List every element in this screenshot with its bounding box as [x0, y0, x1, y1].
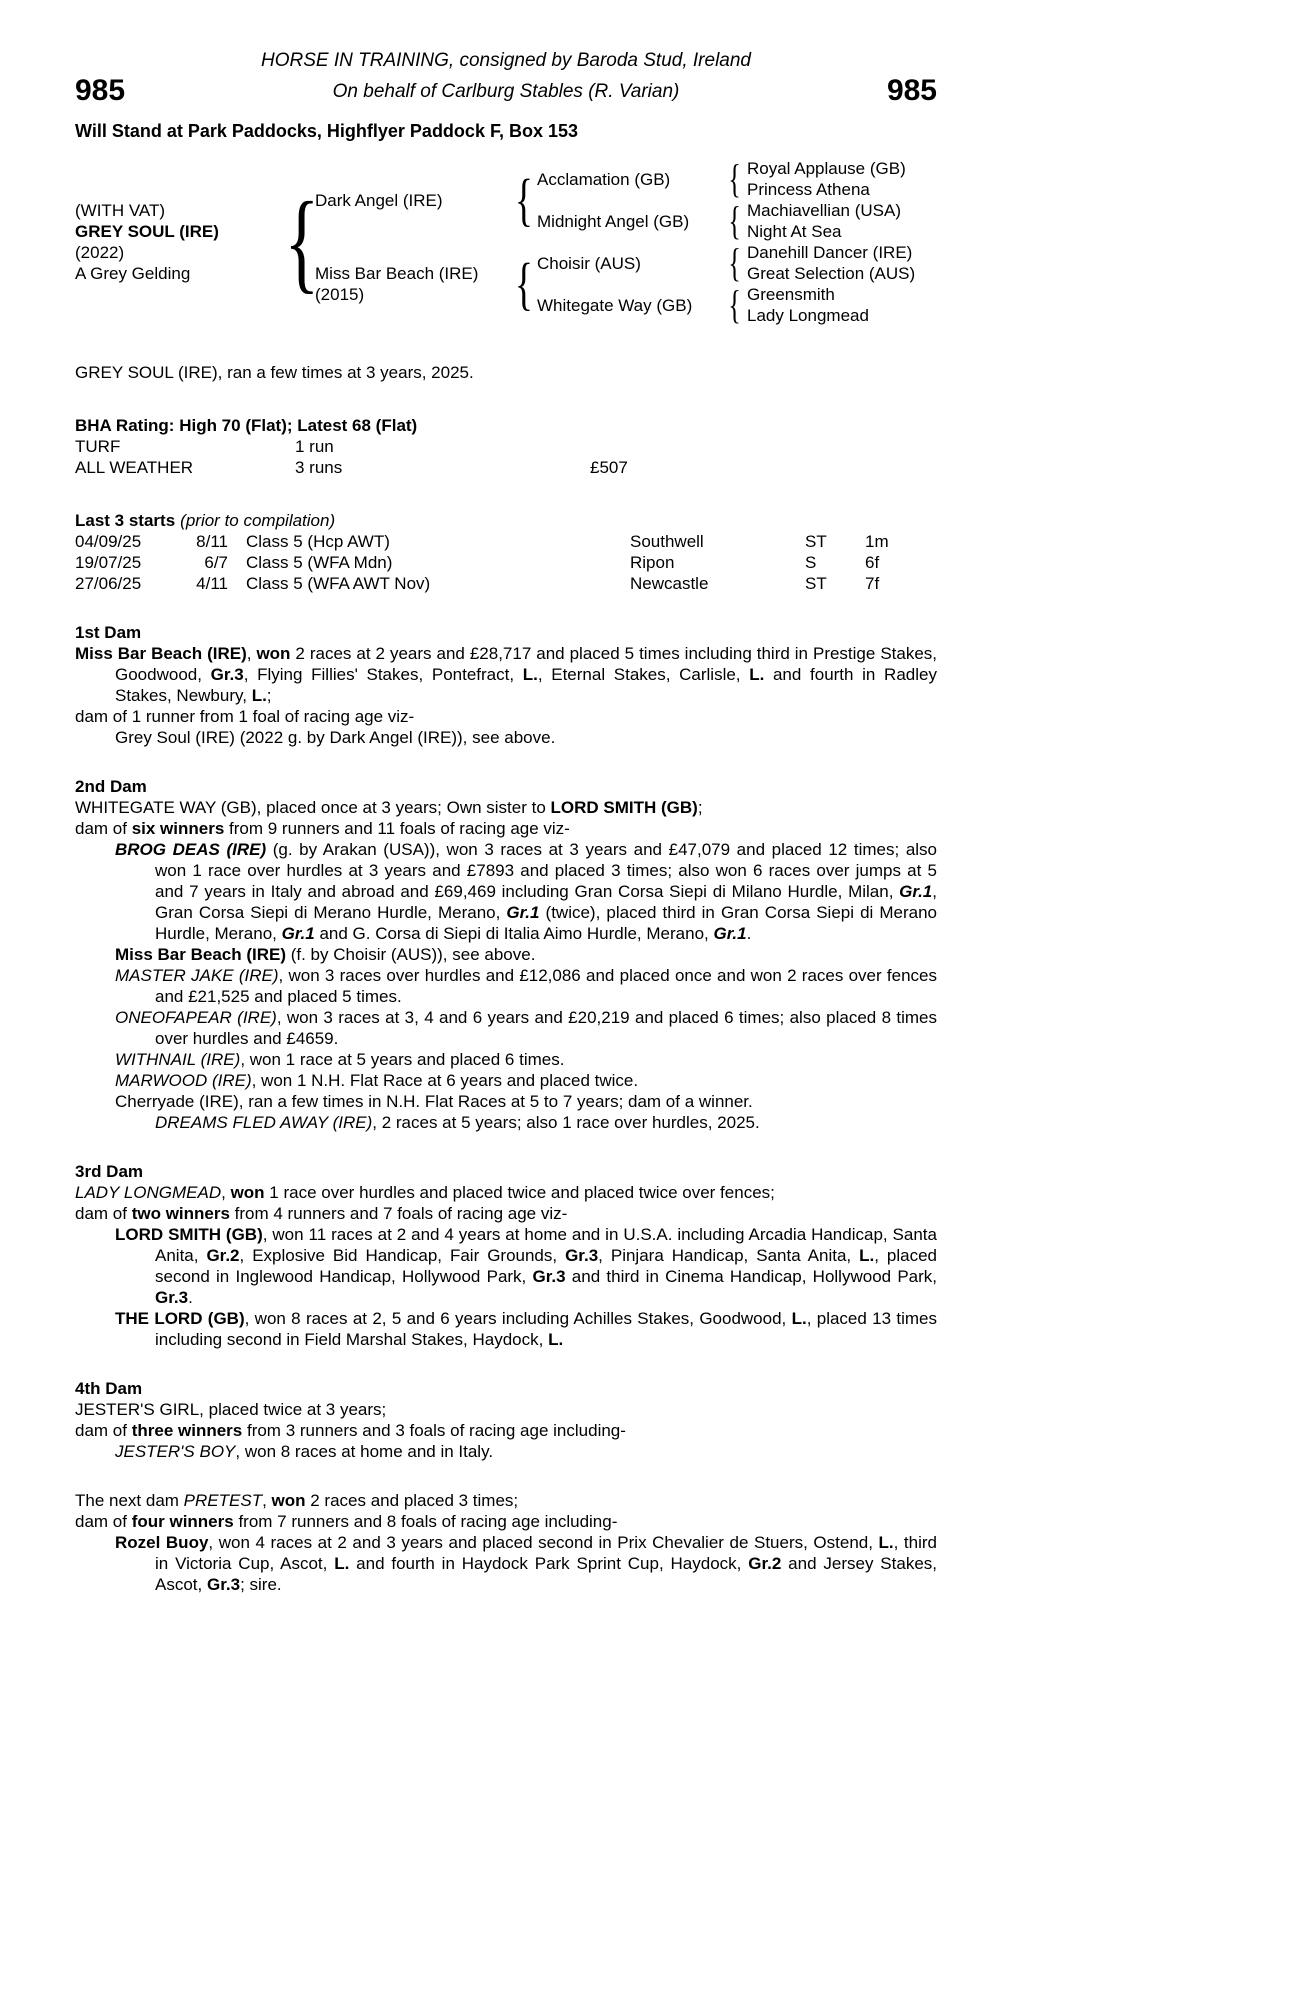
great-grandparent-name: Lady Longmead: [747, 306, 869, 325]
race-class: Class 5 (WFA AWT Nov): [246, 574, 431, 593]
text-run: from 7 runners and 8 foals of racing age including-: [233, 1512, 618, 1531]
great-grandparent-name: Night At Sea: [747, 222, 842, 241]
text-run: ,: [262, 1491, 272, 1510]
on-behalf-line: On behalf of Carlburg Stables (R. Varian): [332, 80, 680, 102]
text-run: ; sire.: [240, 1575, 282, 1594]
catalogue-paragraph: [75, 706, 937, 727]
catalogue-paragraph: [75, 797, 937, 818]
race-distance: 1m: [865, 532, 889, 551]
text-run: , placed second in Inglewood Handicap, Hollywood Park,: [155, 1246, 937, 1286]
pedigree-brace: [723, 284, 747, 326]
text-run: 2 races at 2 years and £28,717 and placed 5 times including third in Prestige Stakes, Goodwood,: [115, 644, 938, 684]
catalogue-paragraph: [75, 1399, 937, 1420]
brace-glyph: {: [514, 251, 534, 316]
catalogue-paragraph: [75, 818, 937, 839]
great-grandparent-name: Greensmith: [747, 285, 835, 304]
pedigree-brace: [723, 158, 747, 200]
earnings-value: [590, 436, 937, 457]
text-run: Miss Bar Beach (IRE): [115, 945, 286, 964]
text-run: , won 1 N.H. Flat Race at 6 years and placed twice.: [251, 1071, 639, 1090]
race-row: [75, 531, 937, 552]
text-run: , Gran Corsa Siepi di Merano Hurdle, Merano,: [155, 882, 937, 922]
race-course: Newcastle: [630, 574, 709, 593]
race-date: 04/09/25: [75, 532, 142, 551]
text-run: 2 races and placed 3 times;: [305, 1491, 519, 1510]
earnings-value: £507: [590, 458, 628, 477]
text-run: and G. Corsa di Siepi di Italia Aimo Hurdle, Merano,: [314, 924, 714, 943]
text-run: L.: [251, 686, 267, 705]
text-run: , won 8 races at 2, 5 and 6 years including Achilles Stakes, Goodwood,: [244, 1309, 792, 1328]
text-run: ;: [697, 798, 703, 817]
text-run: .: [188, 1288, 193, 1307]
text-run: L.: [749, 665, 765, 684]
race-date: 19/07/25: [75, 553, 142, 572]
text-run: , won 11 races at 2 and 4 years at home and in U.S.A. including Arcadia Handicap, Santa Anita,: [155, 1225, 937, 1265]
great-grandparent-name: Great Selection (AUS): [747, 264, 916, 283]
text-run: and Jersey Stakes, Ascot,: [155, 1554, 937, 1594]
lot-row: [75, 75, 937, 107]
text-run: WHITEGATE WAY (GB), placed once at 3 years; Own sister to: [75, 798, 551, 817]
text-run: Gr.1: [713, 924, 747, 943]
section-heading: 2nd Dam: [75, 777, 147, 796]
grandparent-name: Midnight Angel (GB): [537, 211, 690, 231]
text-run: Miss Bar Beach (IRE): [75, 644, 247, 663]
text-run: ;: [266, 686, 272, 705]
text-run: The next dam: [75, 1491, 184, 1510]
brace-glyph: {: [728, 240, 742, 285]
last-starts-heading: [75, 510, 937, 531]
text-run: Cherryade (IRE), ran a few times in N.H. Flat Races at 5 to 7 years; dam of a winner.: [115, 1092, 753, 1111]
text-run: won: [230, 1183, 265, 1202]
great-grandparent-name: Machiavellian (USA): [747, 201, 901, 220]
text-run: , placed 13 times including second in Field Marshal Stakes, Haydock,: [155, 1309, 937, 1349]
text-run: , third in Victoria Cup, Ascot,: [155, 1533, 938, 1573]
race-course: Ripon: [630, 553, 675, 572]
brace-glyph: {: [728, 282, 742, 327]
text-run: won: [256, 644, 291, 663]
text-run: and fourth in Haydock Park Sprint Cup, Haydock,: [349, 1554, 749, 1573]
text-run: .: [746, 924, 752, 943]
catalogue-paragraph: [75, 643, 937, 706]
text-run: ,: [221, 1183, 231, 1202]
catalogue-paragraph: [75, 1511, 937, 1532]
text-run: dam of: [75, 1512, 132, 1531]
catalogue-body: [75, 622, 937, 1595]
text-run: L.: [878, 1533, 894, 1552]
race-going: ST: [805, 574, 827, 593]
subject-block: [75, 158, 289, 326]
text-run: PRETEST: [183, 1491, 263, 1510]
text-run: ,: [246, 644, 257, 663]
text-run: L.: [548, 1330, 564, 1349]
surface-label: TURF: [75, 437, 121, 456]
text-run: three winners: [131, 1421, 243, 1440]
rating-row: [75, 457, 937, 478]
dam-year: (2015): [315, 285, 365, 304]
catalogue-paragraph: [75, 1070, 937, 1091]
text-run: Gr.1: [281, 924, 315, 943]
race-position: 8/11: [196, 532, 228, 551]
race-date: 27/06/25: [75, 574, 142, 593]
catalogue-paragraph: [75, 965, 937, 1007]
text-run: Gr.3: [565, 1246, 599, 1265]
runs-value: 3 runs: [295, 458, 343, 477]
pedigree-brace: [723, 242, 747, 284]
text-run: Grey Soul (IRE) (2022 g. by Dark Angel (IRE)), see above.: [115, 728, 556, 747]
race-row: [75, 573, 937, 594]
great-grandparent-name: Royal Applause (GB): [747, 159, 906, 178]
catalogue-paragraph: [75, 1049, 937, 1070]
text-run: MARWOOD (IRE): [115, 1071, 252, 1090]
text-run: DREAMS FLED AWAY (IRE): [155, 1113, 373, 1132]
brace-glyph: {: [284, 180, 320, 304]
pedigree-brace: [284, 158, 320, 326]
text-run: MASTER JAKE (IRE): [115, 966, 279, 985]
text-run: won: [271, 1491, 306, 1510]
text-run: Rozel Buoy: [115, 1533, 209, 1552]
sire-name: Dark Angel (IRE): [315, 190, 443, 210]
great-grandparent-name: Danehill Dancer (IRE): [747, 243, 913, 262]
text-run: L.: [334, 1554, 350, 1573]
text-run: , Explosive Bid Handicap, Fair Grounds,: [239, 1246, 566, 1265]
catalogue-paragraph: [75, 1203, 937, 1224]
text-run: dam of 1 runner from 1 foal of racing age viz-: [75, 707, 415, 726]
race-course: Southwell: [630, 532, 704, 551]
text-run: L.: [859, 1246, 875, 1265]
text-run: dam of: [75, 1421, 132, 1440]
brace-glyph: {: [728, 198, 742, 243]
race-distance: 7f: [865, 574, 880, 593]
race-going: ST: [805, 532, 827, 551]
text-run: Gr.3: [532, 1267, 566, 1286]
text-run: from 9 runners and 11 foals of racing age viz-: [224, 819, 570, 838]
section-heading: 4th Dam: [75, 1379, 143, 1398]
text-run: , 2 races at 5 years; also 1 race over hurdles, 2025.: [372, 1113, 760, 1132]
dam-name: Miss Bar Beach (IRE): [315, 264, 479, 283]
lot-number-left: 985: [75, 74, 126, 107]
vat-note: (WITH VAT): [75, 201, 166, 220]
text-run: LORD SMITH (GB): [115, 1225, 263, 1244]
text-run: , won 3 races over hurdles and £12,086 and placed once and won 2 races over fences and £21,525 and placed 5 times.: [155, 966, 937, 1006]
grandparent-name: Whitegate Way (GB): [537, 295, 693, 315]
text-run: Gr.3: [206, 1575, 241, 1594]
pedigree-brace: [723, 200, 747, 242]
catalogue-paragraph: [75, 1420, 937, 1441]
race-row: [75, 552, 937, 573]
text-run: LORD SMITH (GB): [550, 798, 698, 817]
pedigree-brace: [511, 158, 537, 242]
catalogue-paragraph: [75, 1091, 937, 1112]
catalogue-paragraph: [75, 944, 937, 965]
catalogue-paragraph: [75, 727, 937, 748]
text-run: six winners: [131, 819, 225, 838]
text-run: LADY LONGMEAD: [75, 1183, 222, 1202]
rating-row: [75, 436, 937, 457]
text-run: , Flying Fillies' Stakes, Pontefract,: [243, 665, 523, 684]
horse-name: GREY SOUL (IRE): [75, 222, 219, 241]
text-run: ONEOFAPEAR (IRE): [115, 1008, 277, 1027]
race-going: S: [805, 553, 817, 572]
dam-block: [315, 242, 511, 326]
runs-value: 1 run: [295, 437, 334, 456]
great-grandparent-name: Princess Athena: [747, 180, 870, 199]
text-run: 1 race over hurdles and placed twice and placed twice over fences;: [264, 1183, 775, 1202]
text-run: Gr.3: [210, 665, 244, 684]
text-run: , won 1 race at 5 years and placed 6 times.: [240, 1050, 565, 1069]
text-run: Gr.1: [506, 903, 540, 922]
text-run: , won 4 races at 2 and 3 years and placed second in Prix Chevalier de Stuers, Ostend,: [208, 1533, 879, 1552]
text-run: , won 3 races at 3, 4 and 6 years and £20,219 and placed 6 times; also placed 8 times over hurdles and £4659.: [155, 1008, 937, 1048]
text-run: , Pinjara Handicap, Santa Anita,: [598, 1246, 860, 1265]
text-run: L.: [522, 665, 538, 684]
text-run: and fourth in Radley Stakes, Newbury,: [115, 665, 937, 705]
text-run: JESTER'S BOY: [115, 1442, 236, 1461]
last-starts-block: [75, 510, 937, 594]
text-run: dam of: [75, 819, 132, 838]
catalogue-paragraph: [75, 1007, 937, 1049]
lot-number-right: 985: [886, 74, 937, 107]
section-2nd-dam: [75, 776, 937, 1133]
surface-label: ALL WEATHER: [75, 458, 194, 477]
pedigree-brace: [511, 242, 537, 326]
stand-location-line: Will Stand at Park Paddocks, Highflyer Paddock F, Box 153: [75, 121, 578, 141]
text-run: Gr.1: [899, 882, 933, 901]
text-run: WITHNAIL (IRE): [115, 1050, 241, 1069]
race-position: 4/11: [196, 574, 228, 593]
catalogue-paragraph: [75, 1224, 937, 1308]
catalogue-paragraph: [75, 1308, 937, 1350]
text-run: from 4 runners and 7 foals of racing age viz-: [229, 1204, 568, 1223]
catalogue-paragraph: [75, 1182, 937, 1203]
text-run: (twice), placed third in Gran Corsa Siepi di Merano Hurdle, Merano,: [155, 903, 937, 943]
text-run: from 3 runners and 3 foals of racing age including-: [242, 1421, 626, 1440]
race-distance: 6f: [865, 553, 880, 572]
catalogue-paragraph: [75, 1532, 937, 1595]
text-run: (f. by Choisir (AUS)), see above.: [286, 945, 536, 964]
race-position: 6/7: [204, 553, 228, 572]
catalogue-paragraph: [75, 1490, 937, 1511]
last-starts-heading-bold: Last 3 starts: [75, 511, 176, 530]
brace-glyph: {: [728, 156, 742, 201]
bha-rating-heading: BHA Rating: High 70 (Flat); Latest 68 (Flat): [75, 416, 418, 435]
last-starts-heading-italic: (prior to compilation): [180, 511, 336, 530]
text-run: BROG DEAS (IRE): [115, 840, 267, 859]
text-run: THE LORD (GB): [115, 1309, 245, 1328]
foal-year: (2022): [75, 243, 125, 262]
grandparent-name: Choisir (AUS): [537, 253, 641, 273]
text-run: Gr.2: [748, 1554, 782, 1573]
section-1st-dam: [75, 622, 937, 748]
race-class: Class 5 (WFA Mdn): [246, 553, 393, 572]
text-run: Gr.3: [155, 1288, 189, 1307]
text-run: (g. by Arakan (USA)), won 3 races at 3 years and £47,079 and placed 12 times; also won 1 race over hurdles at 3 years and £7893 and placed 3 times; also won 6 races over jumps at 5 and 7 years in Italy and abroad and £69,469 including Gran Corsa Siepi di Milano Hurdle, Milan,: [155, 840, 938, 901]
text-run: L.: [791, 1309, 807, 1328]
section-4th-dam: [75, 1378, 937, 1462]
text-run: two winners: [131, 1204, 230, 1223]
section-heading: 3rd Dam: [75, 1162, 144, 1181]
section-next-dam: [75, 1490, 937, 1595]
brace-glyph: {: [514, 167, 534, 232]
section-3rd-dam: [75, 1161, 937, 1350]
horse-description: A Grey Gelding: [75, 264, 191, 283]
summary-line: GREY SOUL (IRE), ran a few times at 3 years, 2025.: [75, 363, 474, 382]
text-run: and third in Cinema Handicap, Hollywood Park,: [565, 1267, 937, 1286]
catalogue-page: [75, 0, 937, 1595]
consignor-line: HORSE IN TRAINING, consigned by Baroda Stud, Ireland: [261, 50, 751, 71]
section-heading: 1st Dam: [75, 623, 142, 642]
catalogue-paragraph: [75, 839, 937, 944]
text-run: , won 8 races at home and in Italy.: [235, 1442, 494, 1461]
text-run: Gr.2: [206, 1246, 240, 1265]
pedigree-table: [75, 158, 937, 326]
catalogue-paragraph: [75, 1441, 937, 1462]
grandparent-name: Acclamation (GB): [537, 169, 671, 189]
catalogue-paragraph: [75, 1112, 937, 1133]
bha-rating-block: [75, 415, 937, 478]
race-class: Class 5 (Hcp AWT): [246, 532, 390, 551]
text-run: dam of: [75, 1204, 132, 1223]
text-run: JESTER'S GIRL, placed twice at 3 years;: [75, 1400, 387, 1419]
text-run: four winners: [131, 1512, 234, 1531]
text-run: , Eternal Stakes, Carlisle,: [537, 665, 750, 684]
